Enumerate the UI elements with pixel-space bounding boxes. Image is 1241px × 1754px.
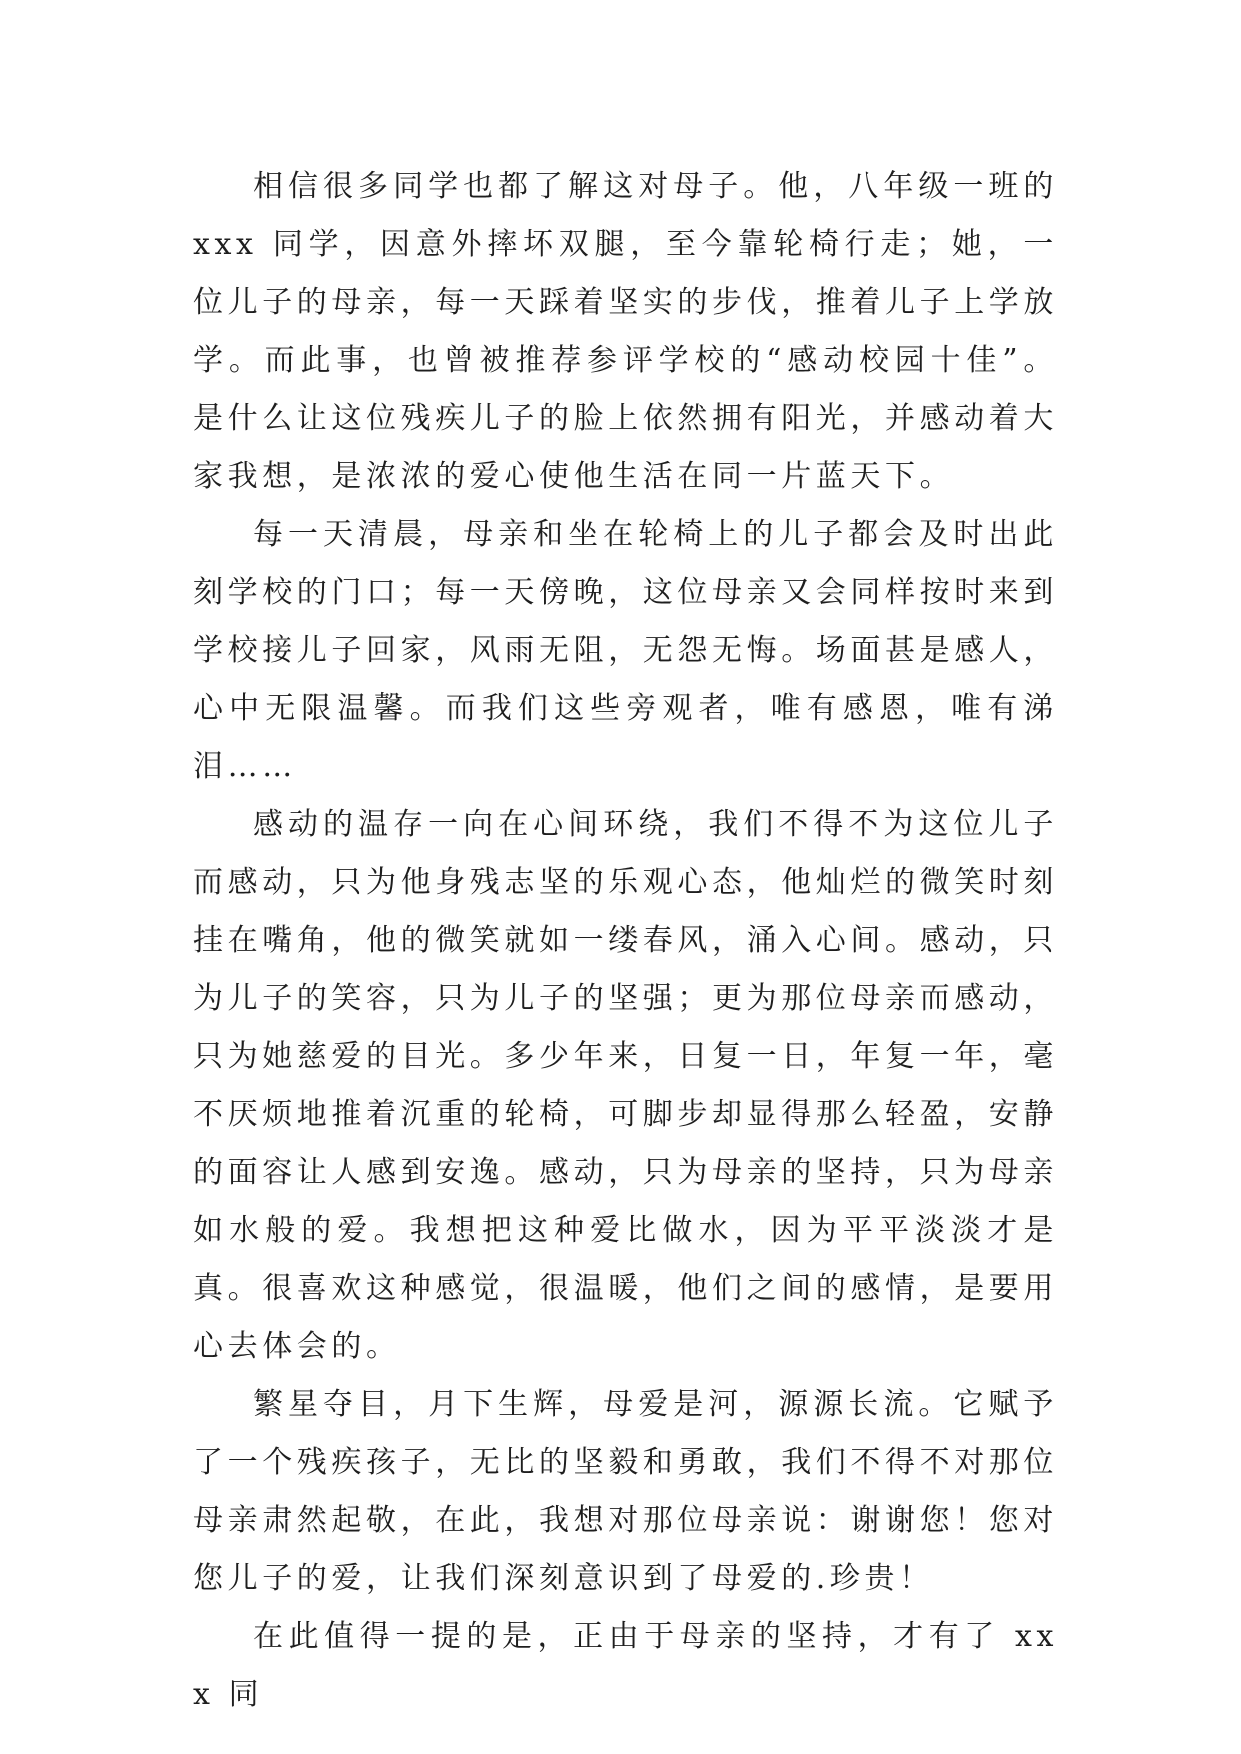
paragraph: 每一天清晨，母亲和坐在轮椅上的儿子都会及时出此刻学校的门口；每一天傍晚，这位母亲又会同样按时来到学校接儿子回家，风雨无阻，无怨无悔。场面甚是感人，心中无限温馨。而我们这些旁观者，唯有感恩，唯有涕泪……: [193, 517, 1058, 784]
paragraph: 繁星夺目，月下生辉，母爱是河，源源长流。它赋予了一个残疾孩子，无比的坚毅和勇敢，我们不得不对那位母亲肃然起敬，在此，我想对那位母亲说：谢谢您！您对您儿子的爱，让我们深刻意识到了母爱的.珍贵！: [193, 1387, 1058, 1596]
document-body: [193, 158, 1058, 1724]
paragraph: 在此值得一提的是，正由于母亲的坚持，才有了 xxx 同: [193, 1619, 1058, 1712]
paragraph: 感动的温存一向在心间环绕，我们不得不为这位儿子而感动，只为他身残志坚的乐观心态，他灿烂的微笑时刻挂在嘴角，他的微笑就如一缕春风，涌入心间。感动，只为儿子的笑容，只为儿子的坚强；更为那位母亲而感动，只为她慈爱的目光。多少年来，日复一日，年复一年，毫不厌烦地推着沉重的轮椅，可脚步却显得那么轻盈，安静的面容让人感到安逸。感动，只为母亲的坚持，只为母亲如水般的爱。我想把这种爱比做水，因为平平淡淡才是真。很喜欢这种感觉，很温暖，他们之间的感情，是要用心去体会的。: [193, 807, 1058, 1364]
paragraph: 相信很多同学也都了解这对母子。他，八年级一班的 xxx 同学，因意外摔坏双腿，至今靠轮椅行走；她，一位儿子的母亲，每一天踩着坚实的步伐，推着儿子上学放学。而此事，也曾被推荐参评学校的“感动校园十佳”。是什么让这位残疾儿子的脸上依然拥有阳光，并感动着大家我想，是浓浓的爱心使他生活在同一片蓝天下。: [193, 169, 1058, 494]
